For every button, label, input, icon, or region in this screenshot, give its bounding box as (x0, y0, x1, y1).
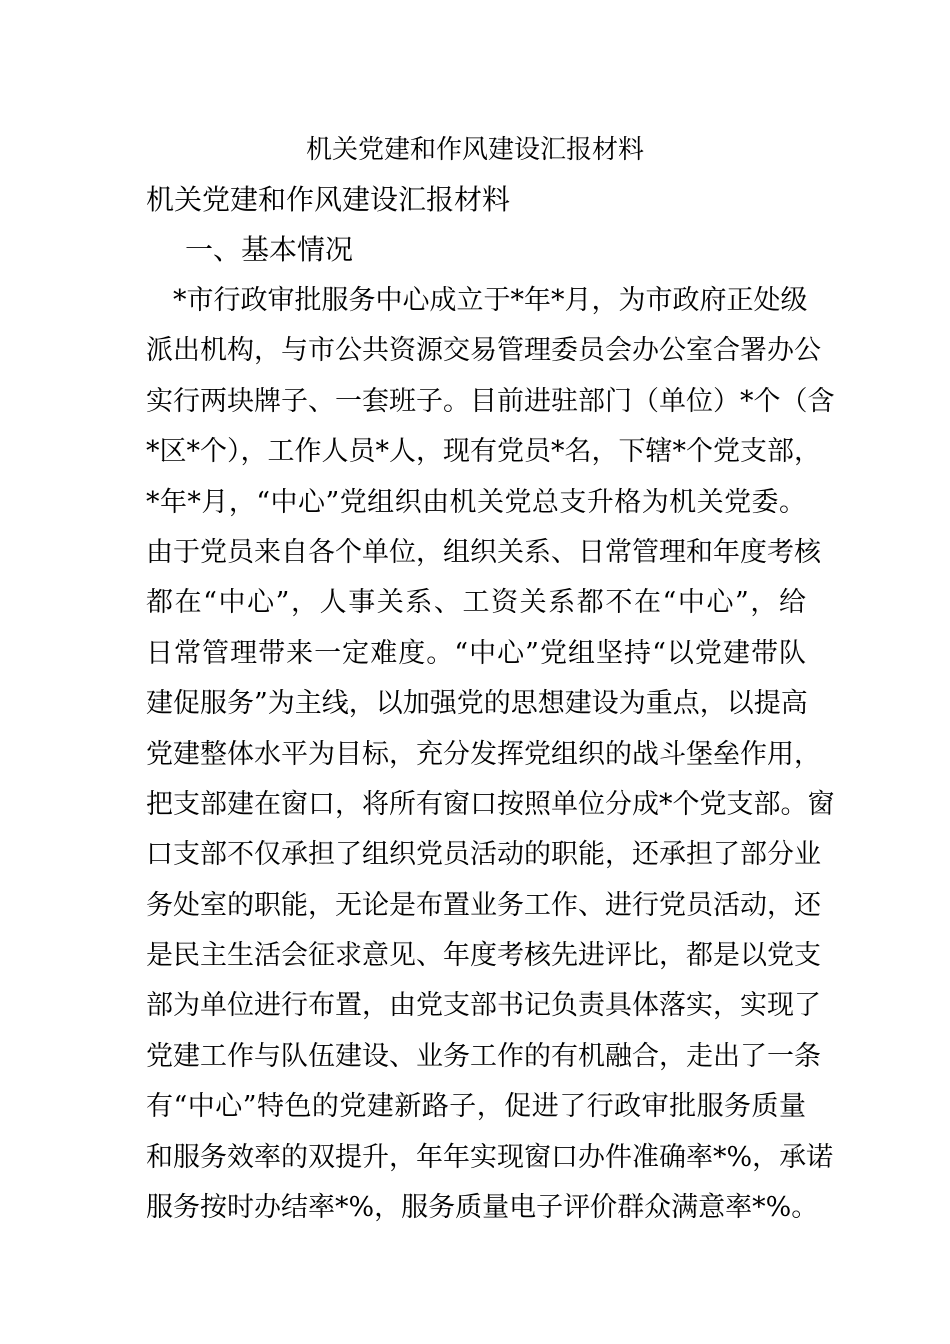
document-title: 机关党建和作风建设汇报材料 (305, 135, 644, 165)
paragraph-line: 有“中心”特色的党建新路子，促进了行政审批服务质量 (146, 1091, 806, 1123)
paragraph-line: 党建整体水平为目标，充分发挥党组织的战斗堡垒作用， (146, 738, 821, 770)
section-heading: 一、基本情况 (185, 233, 354, 266)
paragraph-line: 建促服务”为主线，以加强党的思想建设为重点，以提高 (146, 688, 808, 720)
paragraph-line: *区*个），工作人员*人，现有党员*名，下辖*个党支部， (146, 436, 821, 468)
paragraph-line: 实行两块牌子、一套班子。目前进驻部门（单位）*个（含 (146, 385, 835, 417)
paragraph-line: *市行政审批服务中心成立于*年*月，为市政府正处级 (146, 285, 808, 316)
paragraph-line: 部为单位进行布置，由党支部书记负责具体落实，实现了 (146, 990, 821, 1022)
paragraph-line: 都在“中心”，人事关系、工资关系都不在“中心”，给 (146, 587, 806, 619)
paragraph-line: 务处室的职能，无论是布置业务工作、进行党员活动，还 (146, 889, 821, 921)
paragraph-line: 是民主生活会征求意见、年度考核先进评比，都是以党支 (146, 940, 821, 972)
paragraph-line: 把支部建在窗口，将所有窗口按照单位分成*个党支部。窗 (146, 788, 835, 820)
paragraph-line: 和服务效率的双提升，年年实现窗口办件准确率*%，承诺 (146, 1141, 834, 1173)
document-subtitle: 机关党建和作风建设汇报材料 (146, 183, 511, 216)
paragraph-line: 服务按时办结率*%，服务质量电子评价群众满意率*%。 (146, 1192, 819, 1224)
paragraph-line: *年*月，“中心”党组织由机关党总支升格为机关党委。 (146, 486, 806, 518)
paragraph-line: 日常管理带来一定难度。“中心”党组坚持“以党建带队 (146, 637, 806, 669)
paragraph-line: 党建工作与队伍建设、业务工作的有机融合，走出了一条 (146, 1040, 821, 1072)
paragraph-line: 口支部不仅承担了组织党员活动的职能，还承担了部分业 (146, 839, 821, 871)
body-paragraph (146, 276, 835, 1233)
paragraph-line: 派出机构，与市公共资源交易管理委员会办公室合署办公 (146, 335, 821, 367)
paragraph-line: 由于党员来自各个单位，组织关系、日常管理和年度考核 (146, 536, 821, 568)
